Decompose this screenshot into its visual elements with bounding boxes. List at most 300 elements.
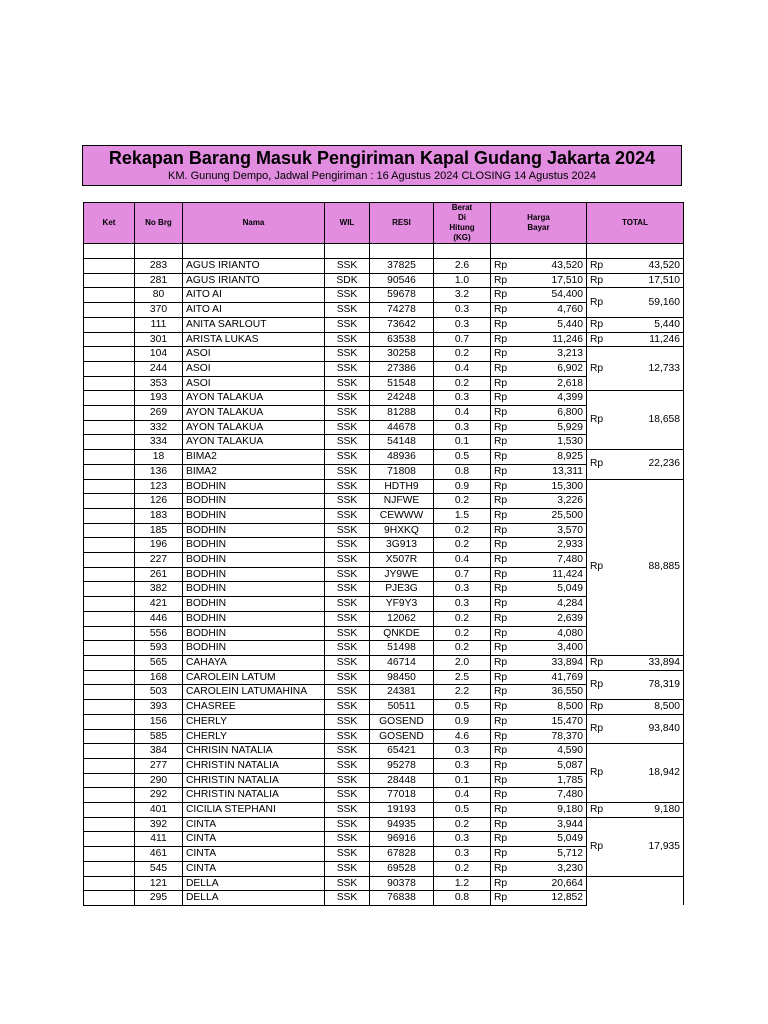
ket-cell	[84, 641, 135, 656]
ket-cell	[84, 567, 135, 582]
ket-cell	[84, 611, 135, 626]
currency-label: Rp	[590, 274, 604, 286]
resi-cell: 48936	[370, 450, 434, 465]
harga-value: 4,080	[557, 627, 583, 639]
nama-cell: CAROLEIN LATUM	[183, 670, 325, 685]
no-brg-cell: 183	[135, 508, 183, 523]
harga-cell	[491, 259, 587, 274]
currency-label: Rp	[590, 701, 604, 713]
total-cell	[587, 744, 684, 803]
resi-cell: 44678	[370, 420, 434, 435]
harga-value: 5,049	[557, 583, 583, 595]
table-row	[84, 479, 684, 494]
resi-cell: HDTH9	[370, 479, 434, 494]
berat-cell: 0.4	[434, 361, 491, 376]
berat-cell: 2.0	[434, 655, 491, 670]
harga-cell	[491, 773, 587, 788]
ket-cell	[84, 847, 135, 862]
currency-label: Rp	[494, 892, 508, 904]
harga-cell	[491, 361, 587, 376]
currency-label: Rp	[494, 730, 508, 742]
currency-label: Rp	[494, 833, 508, 845]
currency-label: Rp	[494, 509, 508, 521]
ket-cell	[84, 288, 135, 303]
ket-cell	[84, 317, 135, 332]
no-brg-cell: 121	[135, 876, 183, 891]
harga-value: 20,664	[551, 877, 583, 889]
no-brg-cell: 136	[135, 464, 183, 479]
berat-cell: 0.3	[434, 303, 491, 318]
total-cell	[587, 876, 684, 905]
ket-cell	[84, 494, 135, 509]
nama-cell: CHRISTIN NATALIA	[183, 758, 325, 773]
harga-cell	[491, 332, 587, 347]
harga-value: 3,570	[557, 524, 583, 536]
harga-value: 6,902	[557, 362, 583, 374]
no-brg-cell: 446	[135, 611, 183, 626]
table-row	[84, 259, 684, 274]
ket-cell	[84, 464, 135, 479]
harga-value: 3,944	[557, 818, 583, 830]
table-header-row	[84, 203, 684, 244]
no-brg-cell: 196	[135, 538, 183, 553]
berat-cell: 0.2	[434, 347, 491, 362]
ket-cell	[84, 391, 135, 406]
wil-cell: SSK	[325, 803, 370, 818]
currency-label: Rp	[590, 296, 604, 308]
harga-value: 7,480	[557, 789, 583, 801]
col-no-brg: No Brg	[135, 203, 183, 244]
no-brg-cell: 585	[135, 729, 183, 744]
currency-label: Rp	[494, 318, 508, 330]
resi-cell: 30258	[370, 347, 434, 362]
resi-cell: 90546	[370, 273, 434, 288]
harga-cell	[491, 450, 587, 465]
harga-cell	[491, 494, 587, 509]
currency-label: Rp	[590, 656, 604, 668]
wil-cell: SSK	[325, 758, 370, 773]
wil-cell: SSK	[325, 773, 370, 788]
currency-label: Rp	[494, 407, 508, 419]
no-brg-cell: 244	[135, 361, 183, 376]
harga-cell	[491, 582, 587, 597]
report-header	[82, 145, 682, 186]
currency-label: Rp	[494, 362, 508, 374]
resi-cell: 95278	[370, 758, 434, 773]
resi-cell: 50511	[370, 700, 434, 715]
harga-cell	[491, 523, 587, 538]
harga-cell	[491, 714, 587, 729]
harga-value: 15,470	[551, 715, 583, 727]
harga-value: 33,894	[551, 656, 583, 668]
no-brg-cell: 301	[135, 332, 183, 347]
berat-cell: 0.2	[434, 523, 491, 538]
harga-value: 1,530	[557, 436, 583, 448]
nama-cell: AITO AI	[183, 288, 325, 303]
ket-cell	[84, 361, 135, 376]
no-brg-cell: 80	[135, 288, 183, 303]
table-row	[84, 876, 684, 891]
harga-value: 3,400	[557, 642, 583, 654]
ket-cell	[84, 420, 135, 435]
harga-cell	[491, 847, 587, 862]
wil-cell: SSK	[325, 317, 370, 332]
harga-cell	[491, 729, 587, 744]
resi-cell: 63538	[370, 332, 434, 347]
resi-cell: 77018	[370, 788, 434, 803]
no-brg-cell: 277	[135, 758, 183, 773]
wil-cell: SSK	[325, 361, 370, 376]
currency-label: Rp	[494, 274, 508, 286]
berat-cell: 0.8	[434, 464, 491, 479]
nama-cell: BODHIN	[183, 597, 325, 612]
wil-cell: SSK	[325, 494, 370, 509]
ket-cell	[84, 582, 135, 597]
wil-cell: SSK	[325, 626, 370, 641]
resi-cell: 54148	[370, 435, 434, 450]
harga-cell	[491, 670, 587, 685]
no-brg-cell: 421	[135, 597, 183, 612]
wil-cell: SSK	[325, 376, 370, 391]
harga-cell	[491, 273, 587, 288]
currency-label: Rp	[494, 568, 508, 580]
nama-cell: BODHIN	[183, 494, 325, 509]
table-row	[84, 700, 684, 715]
harga-cell	[491, 347, 587, 362]
resi-cell: 3G913	[370, 538, 434, 553]
currency-label: Rp	[494, 495, 508, 507]
harga-value: 11,246	[552, 333, 583, 345]
no-brg-cell: 565	[135, 655, 183, 670]
nama-cell: BODHIN	[183, 508, 325, 523]
resi-cell: GOSEND	[370, 714, 434, 729]
col-nama: Nama	[183, 203, 325, 244]
nama-cell: ARISTA LUKAS	[183, 332, 325, 347]
table-row	[84, 655, 684, 670]
wil-cell: SSK	[325, 611, 370, 626]
harga-value: 1,785	[557, 774, 583, 786]
currency-label: Rp	[494, 656, 508, 668]
currency-label: Rp	[494, 715, 508, 727]
no-brg-cell: 332	[135, 420, 183, 435]
harga-cell	[491, 891, 587, 906]
currency-label: Rp	[494, 304, 508, 316]
ket-cell	[84, 832, 135, 847]
ket-cell	[84, 773, 135, 788]
nama-cell: CINTA	[183, 817, 325, 832]
total-value: 22,236	[648, 458, 680, 470]
berat-cell: 0.3	[434, 758, 491, 773]
harga-cell	[491, 391, 587, 406]
resi-cell: 37825	[370, 259, 434, 274]
no-brg-cell: 353	[135, 376, 183, 391]
no-brg-cell: 545	[135, 861, 183, 876]
berat-cell: 0.4	[434, 406, 491, 421]
currency-label: Rp	[494, 612, 508, 624]
currency-label: Rp	[494, 627, 508, 639]
total-cell	[587, 288, 684, 317]
wil-cell: SDK	[325, 273, 370, 288]
harga-cell	[491, 420, 587, 435]
harga-cell	[491, 832, 587, 847]
harga-cell	[491, 597, 587, 612]
harga-cell	[491, 611, 587, 626]
harga-value: 4,590	[557, 745, 583, 757]
harga-cell	[491, 376, 587, 391]
currency-label: Rp	[590, 260, 604, 271]
nama-cell: BODHIN	[183, 538, 325, 553]
total-cell	[587, 259, 684, 274]
ket-cell	[84, 553, 135, 568]
resi-cell: CEWWW	[370, 508, 434, 523]
harga-value: 8,500	[557, 701, 583, 713]
resi-cell: 76838	[370, 891, 434, 906]
no-brg-cell: 283	[135, 259, 183, 274]
berat-cell: 0.2	[434, 494, 491, 509]
harga-value: 54,400	[551, 289, 583, 301]
ket-cell	[84, 788, 135, 803]
ket-cell	[84, 626, 135, 641]
wil-cell: SSK	[325, 420, 370, 435]
harga-cell	[491, 479, 587, 494]
berat-cell: 0.3	[434, 847, 491, 862]
nama-cell: ASOI	[183, 361, 325, 376]
col-wil: WIL	[325, 203, 370, 244]
wil-cell: SSK	[325, 553, 370, 568]
berat-cell: 4.6	[434, 729, 491, 744]
currency-label: Rp	[494, 686, 508, 698]
berat-cell: 0.4	[434, 788, 491, 803]
total-cell	[587, 714, 684, 743]
ket-cell	[84, 744, 135, 759]
currency-label: Rp	[590, 679, 604, 691]
harga-cell	[491, 435, 587, 450]
nama-cell: CAROLEIN LATUMAHINA	[183, 685, 325, 700]
currency-label: Rp	[494, 260, 508, 271]
resi-cell: 98450	[370, 670, 434, 685]
total-cell	[587, 317, 684, 332]
currency-label: Rp	[494, 421, 508, 433]
harga-cell	[491, 464, 587, 479]
ket-cell	[84, 861, 135, 876]
nama-cell: AYON TALAKUA	[183, 406, 325, 421]
total-cell	[587, 450, 684, 479]
ket-cell	[84, 758, 135, 773]
no-brg-cell: 593	[135, 641, 183, 656]
currency-label: Rp	[494, 583, 508, 595]
currency-label: Rp	[494, 745, 508, 757]
berat-cell: 0.7	[434, 567, 491, 582]
harga-value: 2,933	[557, 539, 583, 551]
resi-cell: 67828	[370, 847, 434, 862]
resi-cell: YF9Y3	[370, 597, 434, 612]
harga-cell	[491, 288, 587, 303]
total-value: 9,180	[654, 804, 680, 816]
no-brg-cell: 111	[135, 317, 183, 332]
berat-cell: 0.2	[434, 376, 491, 391]
nama-cell: AGUS IRIANTO	[183, 273, 325, 288]
table-row	[84, 288, 684, 303]
no-brg-cell: 295	[135, 891, 183, 906]
berat-cell: 1.5	[434, 508, 491, 523]
ket-cell	[84, 273, 135, 288]
no-brg-cell: 384	[135, 744, 183, 759]
currency-label: Rp	[494, 642, 508, 654]
harga-value: 9,180	[557, 804, 583, 816]
total-cell	[587, 479, 684, 655]
table-row	[84, 317, 684, 332]
berat-cell: 0.1	[434, 773, 491, 788]
berat-cell: 0.3	[434, 317, 491, 332]
currency-label: Rp	[494, 436, 508, 448]
ket-cell	[84, 891, 135, 906]
harga-cell	[491, 788, 587, 803]
wil-cell: SSK	[325, 891, 370, 906]
harga-value: 6,800	[557, 407, 583, 419]
total-cell	[587, 700, 684, 715]
nama-cell: AITO AI	[183, 303, 325, 318]
wil-cell: SSK	[325, 744, 370, 759]
harga-cell	[491, 641, 587, 656]
no-brg-cell: 292	[135, 788, 183, 803]
no-brg-cell: 401	[135, 803, 183, 818]
berat-cell: 0.1	[434, 435, 491, 450]
ket-cell	[84, 435, 135, 450]
resi-cell: 46714	[370, 655, 434, 670]
berat-cell: 0.2	[434, 861, 491, 876]
resi-cell: PJE3G	[370, 582, 434, 597]
nama-cell: ASOI	[183, 376, 325, 391]
currency-label: Rp	[494, 524, 508, 536]
wil-cell: SSK	[325, 464, 370, 479]
wil-cell: SSK	[325, 876, 370, 891]
col-resi: RESI	[370, 203, 434, 244]
harga-cell	[491, 876, 587, 891]
total-value: 17,935	[648, 840, 680, 852]
table-row	[84, 332, 684, 347]
currency-label: Rp	[590, 561, 604, 573]
wil-cell: SSK	[325, 538, 370, 553]
currency-label: Rp	[590, 362, 604, 374]
no-brg-cell: 193	[135, 391, 183, 406]
currency-label: Rp	[494, 289, 508, 301]
berat-cell: 0.3	[434, 597, 491, 612]
berat-cell: 2.5	[434, 670, 491, 685]
total-cell	[587, 332, 684, 347]
harga-value: 5,049	[557, 833, 583, 845]
total-value: 12,733	[648, 362, 680, 374]
resi-cell: QNKDE	[370, 626, 434, 641]
wil-cell: SSK	[325, 641, 370, 656]
total-value: 59,160	[648, 296, 680, 308]
berat-cell: 0.9	[434, 479, 491, 494]
col-berat: Berat Di Hitung (KG)	[434, 203, 491, 244]
ket-cell	[84, 450, 135, 465]
berat-cell: 0.9	[434, 714, 491, 729]
harga-cell	[491, 861, 587, 876]
nama-cell: CHRISTIN NATALIA	[183, 788, 325, 803]
currency-label: Rp	[590, 458, 604, 470]
berat-cell: 0.2	[434, 641, 491, 656]
berat-cell: 0.3	[434, 420, 491, 435]
currency-label: Rp	[494, 539, 508, 551]
total-cell	[587, 803, 684, 818]
total-value: 33,894	[648, 656, 680, 668]
currency-label: Rp	[494, 451, 508, 463]
resi-cell: 19193	[370, 803, 434, 818]
no-brg-cell: 104	[135, 347, 183, 362]
report-subtitle: KM. Gunung Dempo, Jadwal Pengiriman : 16 Agustus 2024 CLOSING 14 Agustus 2024	[167, 170, 597, 182]
harga-value: 36,550	[551, 686, 583, 698]
harga-value: 2,618	[557, 377, 583, 389]
currency-label: Rp	[494, 392, 508, 404]
col-ket: Ket	[84, 203, 135, 244]
no-brg-cell: 269	[135, 406, 183, 421]
currency-label: Rp	[494, 554, 508, 566]
resi-cell: GOSEND	[370, 729, 434, 744]
total-value: 43,520	[648, 260, 680, 271]
harga-value: 43,520	[551, 260, 583, 271]
harga-value: 78,370	[551, 730, 583, 742]
ket-cell	[84, 479, 135, 494]
wil-cell: SSK	[325, 391, 370, 406]
currency-label: Rp	[494, 377, 508, 389]
harga-cell	[491, 567, 587, 582]
wil-cell: SSK	[325, 861, 370, 876]
currency-label: Rp	[494, 759, 508, 771]
resi-cell: 73642	[370, 317, 434, 332]
berat-cell: 0.3	[434, 832, 491, 847]
wil-cell: SSK	[325, 332, 370, 347]
harga-value: 4,399	[557, 392, 583, 404]
ket-cell	[84, 538, 135, 553]
berat-cell: 0.3	[434, 582, 491, 597]
ket-cell	[84, 876, 135, 891]
table-row	[84, 347, 684, 362]
wil-cell: SSK	[325, 670, 370, 685]
resi-cell: 28448	[370, 773, 434, 788]
nama-cell: CHASREE	[183, 700, 325, 715]
resi-cell: NJFWE	[370, 494, 434, 509]
nama-cell: CINTA	[183, 847, 325, 862]
currency-label: Rp	[494, 804, 508, 816]
wil-cell: SSK	[325, 729, 370, 744]
no-brg-cell: 556	[135, 626, 183, 641]
harga-value: 3,213	[557, 348, 583, 360]
harga-value: 3,226	[557, 495, 583, 507]
resi-cell: 59678	[370, 288, 434, 303]
wil-cell: SSK	[325, 685, 370, 700]
nama-cell: CHRISIN NATALIA	[183, 744, 325, 759]
total-value: 78,319	[648, 679, 680, 691]
total-cell	[587, 391, 684, 450]
harga-cell	[491, 655, 587, 670]
wil-cell: SSK	[325, 714, 370, 729]
nama-cell: BODHIN	[183, 553, 325, 568]
resi-cell: 74278	[370, 303, 434, 318]
no-brg-cell: 123	[135, 479, 183, 494]
nama-cell: CICILIA STEPHANI	[183, 803, 325, 818]
berat-cell: 3.2	[434, 288, 491, 303]
harga-value: 13,311	[552, 465, 583, 477]
no-brg-cell: 126	[135, 494, 183, 509]
ket-cell	[84, 259, 135, 274]
harga-cell	[491, 700, 587, 715]
wil-cell: SSK	[325, 655, 370, 670]
ket-cell	[84, 655, 135, 670]
table-row	[84, 714, 684, 729]
harga-value: 5,712	[557, 848, 583, 860]
